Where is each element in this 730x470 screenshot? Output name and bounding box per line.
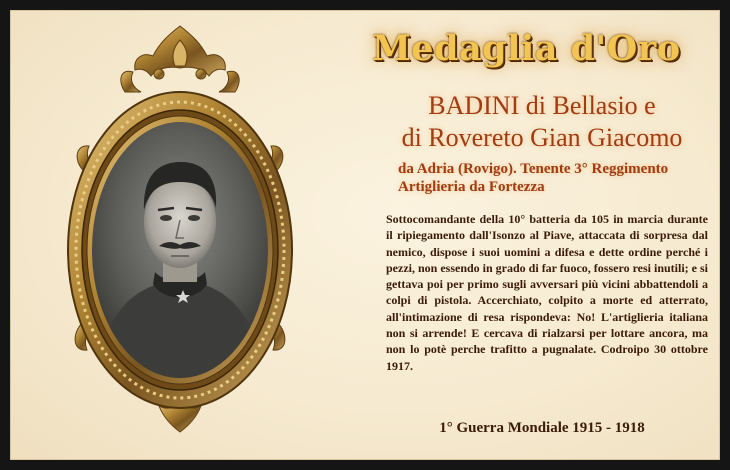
ornate-frame-icon <box>55 22 305 442</box>
medal-title: Medaglia d'Oro <box>372 28 681 69</box>
honoree-surname: BADINI <box>428 91 520 120</box>
origin-line-2: Artiglieria da Fortezza <box>398 179 545 195</box>
war-caption: 1° Guerra Mondiale 1915 - 1918 <box>439 420 645 436</box>
portrait-frame <box>55 22 305 442</box>
origin-line-1: da Adria (Rovigo). Tenente 3° Reggimento <box>398 161 669 177</box>
citation-text: Sottocomandante della 10° batteria da 105 in marcia durante il ripiegamento dall'Isonzo al Piave, attaccata di sorpresa dal nemico, dispose i suoi uomini a difesa e dette ordine perché i pezzi, non essendo in grado di far fuoco, fossero resi inutili; e si gettava poi per primo sugli avversari più vicini abbattendoli a colpi di pistola. Accerchiato, colpito a morte ed atterrato, all'intimazione di resa rispondeva: No! L'artiglieria italiana non si arrende! E cercava di rialzarsi per lottare ancora, ma non lo potè perche trafitto a pugnalate. Codroipo 30 ottobre 1917. <box>386 212 709 373</box>
frame-crest-ornament <box>121 26 239 92</box>
honoree-name-line-1 <box>372 90 712 122</box>
honoree-name-line-2: di Rovereto Gian Giacomo <box>401 123 683 152</box>
honoree-name-rest: di Bellasio e <box>519 91 656 120</box>
